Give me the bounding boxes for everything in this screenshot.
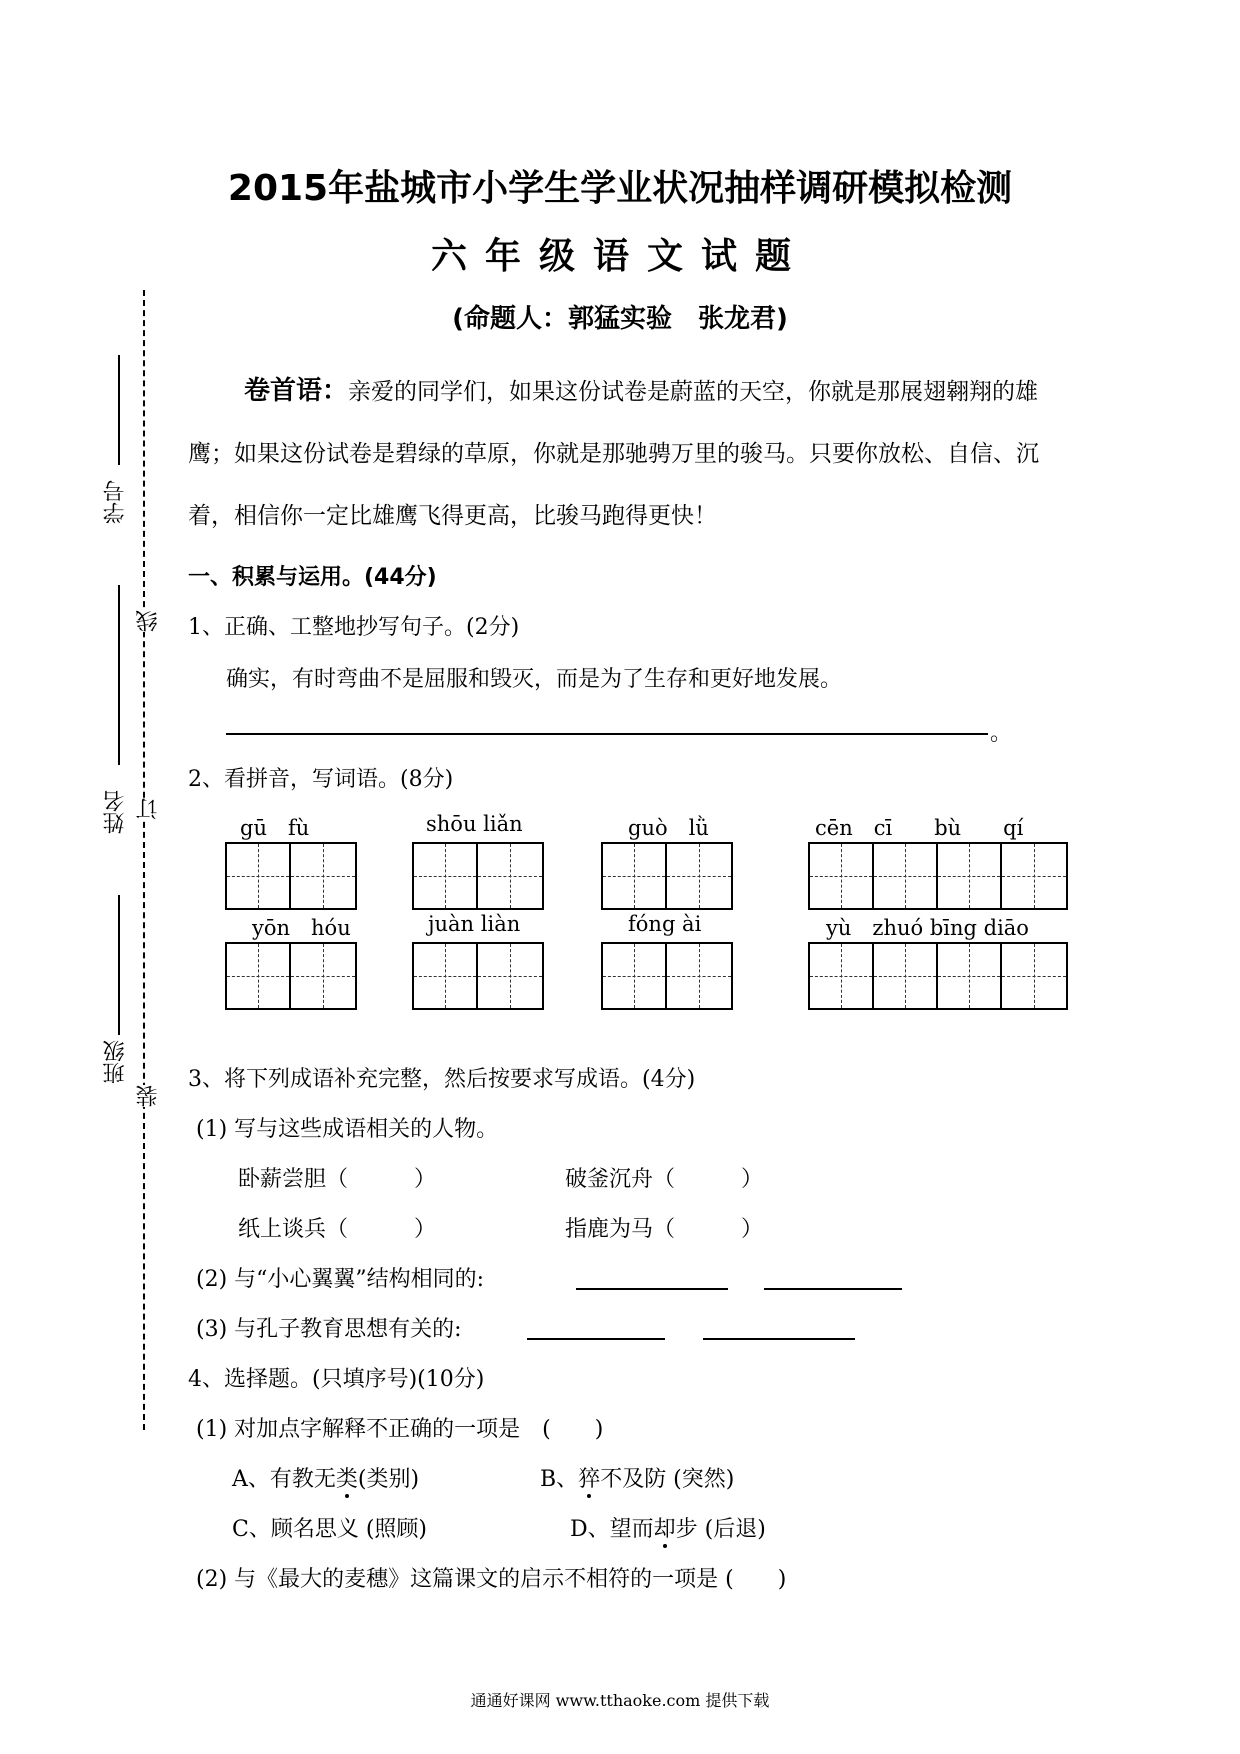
preface-text: 亲爱的同学们，如果这份试卷是蔚蓝的天空，你就是那展翅翱翔的雄鹰；如果这份试卷是碧绿的草原，你就是那驰骋万里的骏马。只要你放松、自信、沉着，相信你一定比雄鹰飞得更高，比骏马跑得更快！	[188, 379, 1039, 529]
q3-idiom-2: 破釜沉舟（ ）	[565, 1167, 764, 1192]
preface-label: 卷首语：	[244, 376, 349, 406]
xuehao-blank[interactable]	[118, 355, 120, 465]
q3-title: 3、将下列成语补充完整，然后按要求写成语。(4分)	[188, 1067, 696, 1092]
q1-title: 1、正确、工整地抄写句子。(2分)	[188, 615, 520, 640]
q3-sub2: (2) 与“小心翼翼”结构相同的:	[196, 1267, 485, 1292]
grid-cell[interactable]	[478, 844, 542, 908]
option-b-dotted-char: 猝	[578, 1467, 601, 1492]
q1-end-mark: 。	[990, 721, 1013, 746]
q2-title: 2、看拼音，写词语。(8分)	[188, 767, 454, 792]
xingming-label: 姓名	[103, 790, 128, 834]
xian-label: 线	[133, 610, 164, 632]
q3-sub3-blank-1[interactable]	[527, 1338, 665, 1340]
q3-sub2-blank-2[interactable]	[764, 1288, 902, 1290]
zhuang-label: 装	[133, 1085, 164, 1107]
grid-cell[interactable]	[667, 944, 731, 1008]
q4-option-a	[232, 1462, 419, 1493]
option-d-text: D、望而	[570, 1517, 654, 1542]
q2-pinyin-7: fóng ài	[628, 912, 702, 936]
exam-title: 2015年盐城市小学生学业状况抽样调研模拟检测	[227, 168, 1013, 209]
grid-cell[interactable]	[874, 944, 938, 1008]
q2-grid-5[interactable]	[225, 942, 357, 1010]
q2-pinyin-2: shōu liǎn	[426, 812, 523, 836]
q2-grid-4[interactable]	[808, 842, 1068, 910]
exam-author: (命题人：郭猛实验 张龙君)	[452, 304, 788, 334]
grid-cell[interactable]	[1002, 844, 1066, 908]
option-d-meaning: 步 (后退)	[675, 1517, 766, 1542]
q2-pinyin-5: yōn hóu	[252, 916, 351, 940]
grid-cell[interactable]	[874, 844, 938, 908]
q3-idiom-3: 纸上谈兵（ ）	[238, 1217, 437, 1242]
q4-sub1: (1) 对加点字解释不正确的一项是 ( )	[196, 1417, 604, 1442]
q4-sub2: (2) 与《最大的麦穗》这篇课文的启示不相符的一项是 ( )	[196, 1567, 787, 1592]
q2-grid-8[interactable]	[808, 942, 1068, 1010]
exam-subtitle: 六年级语文试题	[430, 236, 809, 277]
q2-grid-7[interactable]	[601, 942, 733, 1010]
grid-cell[interactable]	[810, 844, 874, 908]
grid-cell[interactable]	[414, 944, 478, 1008]
grid-cell[interactable]	[603, 844, 667, 908]
ding-label: 订	[133, 798, 164, 820]
q3-idiom-1: 卧薪尝胆（ ）	[238, 1167, 437, 1192]
grid-cell[interactable]	[1002, 944, 1066, 1008]
option-a-meaning: (类别)	[357, 1467, 420, 1492]
grid-cell[interactable]	[291, 844, 355, 908]
grid-cell[interactable]	[603, 944, 667, 1008]
xuehao-label: 学号	[103, 480, 128, 524]
q2-grid-6[interactable]	[412, 942, 544, 1010]
q4-title: 4、选择题。(只填序号)(10分)	[188, 1367, 485, 1392]
grid-cell[interactable]	[414, 844, 478, 908]
q4-option-d	[570, 1512, 766, 1543]
option-d-dotted-char: 却	[653, 1517, 676, 1542]
q2-pinyin-4: cēn cī bù qí	[815, 816, 1024, 840]
banji-blank[interactable]	[118, 895, 120, 1035]
section1-title: 一、积累与运用。(44分)	[188, 565, 437, 590]
q3-sub3-blank-2[interactable]	[703, 1338, 855, 1340]
grid-cell[interactable]	[478, 944, 542, 1008]
grid-cell[interactable]	[938, 944, 1002, 1008]
banji-label: 班级	[103, 1040, 128, 1084]
q3-sub3: (3) 与孔子教育思想有关的:	[196, 1317, 462, 1342]
xingming-blank[interactable]	[118, 585, 120, 765]
grid-cell[interactable]	[810, 944, 874, 1008]
preface	[188, 360, 1068, 547]
binding-dashed-line	[143, 290, 145, 1430]
q2-grid-2[interactable]	[412, 842, 544, 910]
grid-cell[interactable]	[667, 844, 731, 908]
q2-grid-3[interactable]	[601, 842, 733, 910]
q1-answer-line[interactable]	[226, 733, 988, 735]
grid-cell[interactable]	[227, 944, 291, 1008]
q3-idiom-4: 指鹿为马（ ）	[565, 1217, 764, 1242]
option-a-dotted-char: 类	[335, 1467, 358, 1492]
q3-sub2-blank-1[interactable]	[576, 1288, 728, 1290]
q1-sentence: 确实，有时弯曲不是屈服和毁灭，而是为了生存和更好地发展。	[226, 667, 843, 692]
grid-cell[interactable]	[291, 944, 355, 1008]
q2-pinyin-1: gū fù	[240, 816, 310, 840]
grid-cell[interactable]	[938, 844, 1002, 908]
q4-option-b	[540, 1462, 734, 1493]
q2-pinyin-6: juàn liàn	[428, 912, 521, 936]
grid-cell[interactable]	[227, 844, 291, 908]
q3-sub1: (1) 写与这些成语相关的人物。	[196, 1117, 499, 1142]
q2-grid-1[interactable]	[225, 842, 357, 910]
q4-option-c: C、顾名思义 (照顾)	[232, 1517, 427, 1542]
option-a-text: A、有教无	[232, 1467, 336, 1492]
q2-pinyin-8: yù zhuó bīng diāo	[826, 916, 1029, 940]
footer-text: 通通好课网 www.tthaoke.com 提供下载	[470, 1691, 770, 1710]
q2-pinyin-3: guò lǜ	[628, 816, 709, 840]
option-b-text: B、	[540, 1467, 579, 1492]
option-b-meaning: 不及防 (突然)	[600, 1467, 735, 1492]
